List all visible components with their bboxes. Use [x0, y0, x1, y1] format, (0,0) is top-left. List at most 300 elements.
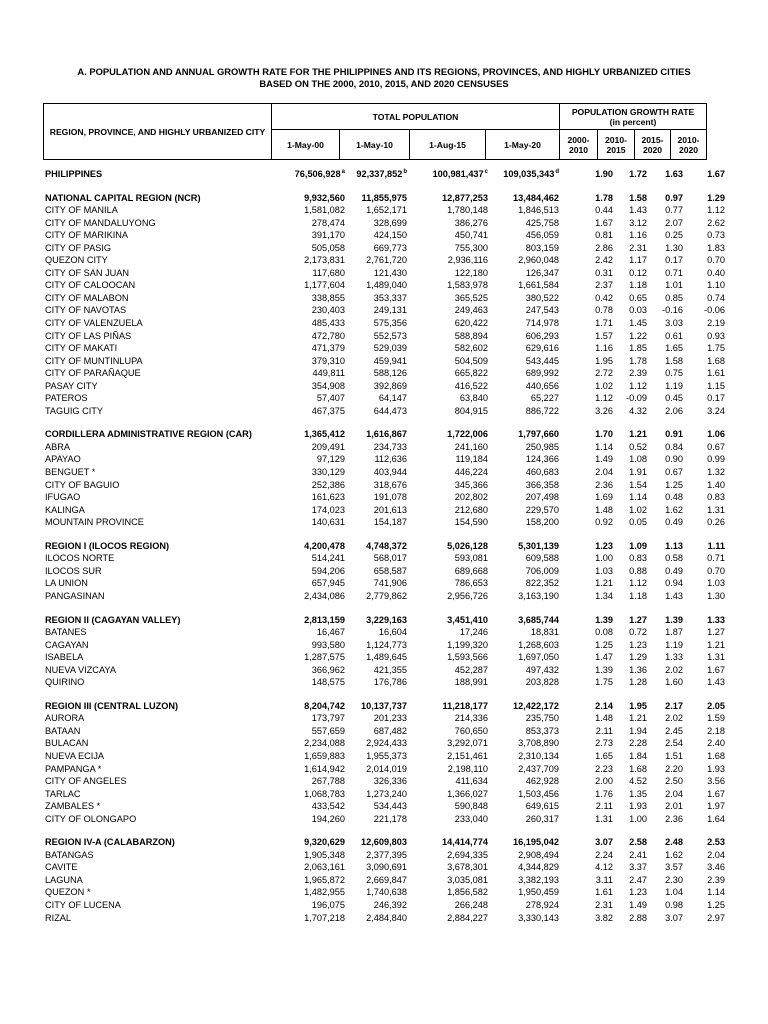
row-name: MOUNTAIN PROVINCE — [45, 517, 144, 528]
growth-rate-cell — [665, 712, 683, 725]
growth-rate-cell — [595, 192, 613, 205]
cell-value: 1.49 — [595, 454, 613, 465]
table-row — [45, 242, 725, 255]
cell-value: 1.78 — [629, 355, 647, 366]
population-cell — [447, 428, 488, 441]
population-cell — [312, 355, 345, 368]
cell-value: 993,580 — [311, 639, 345, 650]
cell-value: 706,009 — [525, 565, 559, 576]
growth-rate-cell — [665, 229, 683, 242]
cell-value: 2,173,831 — [304, 255, 345, 266]
row-name: CITY OF SAN JUAN — [45, 267, 130, 278]
cell-value: 1.45 — [629, 318, 647, 329]
cell-value: 1.22 — [629, 330, 647, 341]
cell-value: 0.74 — [707, 292, 725, 303]
population-cell — [374, 217, 407, 230]
growth-rate-cell — [707, 217, 725, 230]
cell-value: 3.57 — [665, 862, 683, 873]
cell-value: 1.21 — [629, 429, 647, 440]
growth-rate-cell — [665, 788, 683, 801]
growth-rate-cell — [707, 279, 725, 292]
cell-value: 1,366,027 — [447, 788, 488, 799]
cell-value: 1.43 — [665, 590, 683, 601]
population-cell — [312, 725, 345, 738]
cell-value: 1,661,584 — [518, 280, 559, 291]
population-cell — [526, 899, 559, 912]
growth-rate-cell — [629, 639, 647, 652]
population-cell — [374, 516, 407, 529]
cell-value: 467,375 — [311, 405, 345, 416]
cell-value: 606,293 — [525, 330, 559, 341]
period-header — [560, 130, 598, 160]
cell-value: 755,300 — [454, 242, 488, 253]
cell-value: 252,386 — [311, 479, 345, 490]
population-cell — [448, 763, 488, 776]
growth-rate-cell — [707, 886, 725, 899]
growth-rate-cell — [629, 479, 647, 492]
population-cell — [442, 192, 488, 205]
table-row — [45, 737, 725, 750]
cell-value: 1.40 — [707, 479, 725, 490]
population-cell — [312, 229, 345, 242]
growth-rate-cell — [707, 700, 725, 713]
cell-value: 9,320,629 — [304, 837, 345, 848]
population-cell — [374, 676, 407, 689]
cell-value: 1,740,638 — [366, 887, 407, 898]
cell-value: 1.12 — [629, 380, 647, 391]
cell-value: 1,268,603 — [518, 639, 559, 650]
cell-value: 1,707,218 — [304, 912, 345, 923]
population-cell — [513, 836, 559, 849]
growth-rate-cell — [707, 242, 725, 255]
row-name: CITY OF LAS PIÑAS — [45, 330, 132, 341]
population-cell — [374, 342, 407, 355]
cell-value: 345,366 — [454, 479, 488, 490]
cell-value: 202,802 — [454, 492, 488, 503]
table-header — [43, 103, 707, 160]
cell-value: 1.04 — [665, 887, 683, 898]
table-row — [45, 874, 725, 887]
population-cell — [526, 479, 559, 492]
row-name: BENGUET * — [45, 467, 96, 478]
population-cell — [447, 874, 488, 887]
cell-value: 4,200,478 — [304, 540, 345, 551]
region-row — [45, 836, 725, 849]
row-name: ZAMBALES * — [45, 801, 101, 812]
region-row — [45, 192, 725, 205]
cell-value: 1,614,942 — [304, 763, 345, 774]
growth-rate-cell — [665, 899, 683, 912]
cell-value: 2.39 — [707, 874, 725, 885]
cell-value: 1,177,604 — [304, 280, 345, 291]
growth-rate-cell — [595, 737, 613, 750]
growth-rate-cell — [629, 614, 647, 627]
population-cell — [455, 441, 488, 454]
growth-rate-cell — [629, 565, 647, 578]
cell-value: 1.11 — [707, 540, 725, 551]
row-name: REGION IV-A (CALABARZON) — [45, 837, 175, 848]
cell-value: 100,981,437 — [432, 169, 484, 179]
cell-value: 456,059 — [525, 230, 559, 241]
population-cell — [447, 912, 488, 925]
cell-value: 4.12 — [595, 862, 613, 873]
population-cell — [447, 788, 488, 801]
cell-value: 590,848 — [454, 801, 488, 812]
growth-rate-cell — [629, 577, 647, 590]
cell-value: 326,336 — [373, 776, 407, 787]
growth-rate-cell — [665, 267, 683, 280]
population-cell — [447, 651, 488, 664]
population-cell — [460, 392, 488, 405]
cell-value: 1.06 — [707, 429, 725, 440]
growth-rate-cell — [629, 540, 647, 553]
cell-value: 176,786 — [373, 677, 407, 688]
cell-value: 1,068,783 — [304, 788, 345, 799]
population-cell — [312, 800, 345, 813]
row-name: QUEZON CITY — [45, 255, 108, 266]
population-cell — [526, 267, 559, 280]
cell-value: 2,924,433 — [366, 738, 407, 749]
total-population-header: TOTAL POPULATION — [272, 104, 560, 130]
growth-rate-cell — [629, 342, 647, 355]
row-name: PHILIPPINES — [45, 169, 103, 179]
growth-rate-cell — [707, 317, 725, 330]
cell-value: 0.52 — [629, 441, 647, 452]
row-name: QUEZON * — [45, 887, 91, 898]
population-cell — [295, 168, 345, 181]
table-row — [45, 813, 725, 826]
population-cell — [366, 428, 407, 441]
population-cell — [526, 292, 559, 305]
footnote-marker: d — [555, 169, 559, 175]
population-cell — [374, 267, 407, 280]
cell-value: 1.29 — [707, 192, 725, 203]
growth-rate-cell — [707, 552, 725, 565]
population-cell — [455, 217, 488, 230]
cell-value: 472,780 — [311, 330, 345, 341]
population-cell — [312, 342, 345, 355]
cell-value: 57,407 — [316, 393, 345, 404]
cell-value: 1.36 — [629, 664, 647, 675]
cell-value: 0.73 — [707, 230, 725, 241]
growth-rate-cell — [665, 355, 683, 368]
growth-rate-cell — [595, 836, 613, 849]
cell-value: 0.93 — [707, 330, 725, 341]
population-cell — [447, 204, 488, 217]
cell-value: 16,604 — [378, 627, 407, 638]
cell-value: 1.47 — [595, 652, 613, 663]
population-cell — [317, 453, 345, 466]
cell-value: 124,366 — [525, 454, 559, 465]
population-cell — [366, 886, 407, 899]
population-cell — [374, 800, 407, 813]
cell-value: 3.03 — [665, 318, 683, 329]
growth-rate-cell — [707, 330, 725, 343]
row-name: BATANES — [45, 627, 87, 638]
cell-value: 0.94 — [665, 578, 683, 589]
population-cell — [503, 168, 559, 181]
cell-value: 173,797 — [311, 713, 345, 724]
cell-value: 1.90 — [595, 169, 613, 179]
population-cell — [366, 614, 407, 627]
growth-rate-cell — [626, 392, 647, 405]
growth-rate-cell — [629, 664, 647, 677]
cell-value: 11,218,177 — [442, 700, 488, 711]
growth-rate-cell — [629, 849, 647, 862]
cell-value: 196,075 — [311, 899, 345, 910]
table-row — [45, 466, 725, 479]
growth-rate-cell — [665, 242, 683, 255]
document-title — [30, 66, 738, 90]
cell-value: 366,962 — [311, 664, 345, 675]
cell-value: 3,090,691 — [366, 862, 407, 873]
date-header: 1-May-00 — [272, 130, 340, 160]
cell-value: 0.31 — [595, 267, 613, 278]
cell-value: 0.49 — [665, 517, 683, 528]
cell-value: 212,680 — [454, 504, 488, 515]
cell-value: 1,797,660 — [518, 429, 559, 440]
growth-rate-cell — [595, 912, 613, 925]
population-cell — [433, 168, 488, 181]
growth-rate-cell — [595, 504, 613, 517]
population-cell — [526, 453, 559, 466]
cell-value: 266,248 — [454, 899, 488, 910]
growth-rate-cell — [629, 788, 647, 801]
cell-value: 12,609,803 — [361, 837, 407, 848]
cell-value: 161,623 — [311, 492, 345, 503]
cell-value: 241,160 — [454, 441, 488, 452]
population-cell — [455, 491, 488, 504]
table-row — [45, 229, 725, 242]
growth-rate-cell — [707, 614, 725, 627]
cell-value: 1,287,575 — [304, 652, 345, 663]
cell-value: 3,035,081 — [447, 874, 488, 885]
table-row — [45, 491, 725, 504]
population-cell — [447, 849, 488, 862]
growth-rate-cell — [665, 552, 683, 565]
cell-value: 1.12 — [629, 578, 647, 589]
population-cell — [526, 217, 559, 230]
cell-value: 1.15 — [707, 380, 725, 391]
cell-value: 1.39 — [665, 614, 683, 625]
population-cell — [304, 651, 345, 664]
growth-rate-cell — [665, 317, 683, 330]
period-start: 2000- — [567, 134, 590, 145]
cell-value: 0.58 — [665, 553, 683, 564]
population-cell — [312, 813, 345, 826]
cell-value: 1.17 — [629, 255, 647, 266]
cell-value: 0.48 — [665, 492, 683, 503]
growth-rate-cell — [665, 725, 683, 738]
cell-value: 1.58 — [629, 192, 647, 203]
cell-value: 366,358 — [525, 479, 559, 490]
cell-value: 3.46 — [707, 862, 725, 873]
growth-rate-cell — [707, 763, 725, 776]
population-cell — [447, 737, 488, 750]
population-cell — [312, 775, 345, 788]
cell-value: 0.40 — [707, 267, 725, 278]
cell-value: 2,234,088 — [304, 738, 345, 749]
cell-value: 1,955,373 — [366, 750, 407, 761]
population-cell — [312, 639, 345, 652]
cell-value: 3,330,143 — [518, 912, 559, 923]
population-cell — [312, 516, 345, 529]
population-cell — [366, 788, 407, 801]
growth-rate-cell — [665, 849, 683, 862]
growth-rate-cell — [629, 712, 647, 725]
population-cell — [526, 800, 559, 813]
cell-value: 65,227 — [530, 393, 559, 404]
population-cell — [455, 229, 488, 242]
cell-value: 2.42 — [595, 255, 613, 266]
population-cell — [518, 590, 559, 603]
growth-rate-cell — [595, 441, 613, 454]
growth-rate-cell — [665, 614, 683, 627]
cell-value: 1.76 — [595, 788, 613, 799]
population-cell — [312, 292, 345, 305]
cell-value: 1.16 — [629, 230, 647, 241]
population-cell — [304, 700, 345, 713]
population-cell — [312, 330, 345, 343]
population-cell — [455, 267, 488, 280]
cell-value: 0.72 — [629, 627, 647, 638]
population-cell — [455, 775, 488, 788]
growth-rate-cell — [707, 590, 725, 603]
cell-value: 446,224 — [454, 467, 488, 478]
cell-value: 249,131 — [373, 305, 407, 316]
cell-value: 1.68 — [707, 355, 725, 366]
period-start: 2010- — [605, 134, 627, 145]
cell-value: 1.54 — [629, 479, 647, 490]
cell-value: 17,246 — [459, 627, 488, 638]
cell-value: 338,855 — [311, 292, 345, 303]
cell-value: 0.61 — [665, 330, 683, 341]
cell-value: 2.45 — [665, 725, 683, 736]
cell-value: 2,063,161 — [304, 862, 345, 873]
row-name: CITY OF MANDALUYONG — [45, 217, 156, 228]
cell-value: 1,722,006 — [447, 429, 488, 440]
growth-rate-cell — [629, 254, 647, 267]
table-row — [45, 763, 725, 776]
row-name: PATEROS — [45, 393, 88, 404]
cell-value: 109,035,343 — [503, 169, 555, 179]
population-cell — [526, 775, 559, 788]
growth-rate-cell — [629, 192, 647, 205]
population-cell — [455, 330, 488, 343]
footnote-marker: a — [341, 169, 345, 175]
population-cell — [455, 242, 488, 255]
growth-rate-cell — [595, 590, 613, 603]
population-cell — [455, 355, 488, 368]
cell-value: 2.04 — [595, 467, 613, 478]
population-cell — [362, 192, 407, 205]
cell-value: 1,489,040 — [366, 280, 407, 291]
growth-rate-cell — [629, 466, 647, 479]
row-name: CITY OF PARAÑAQUE — [45, 368, 141, 379]
cell-value: 1.59 — [707, 713, 725, 724]
growth-rate-cell — [629, 590, 647, 603]
population-cell — [455, 899, 488, 912]
cell-value: 16,195,042 — [513, 837, 559, 848]
population-cell — [312, 899, 345, 912]
cell-value: 0.84 — [665, 441, 683, 452]
cell-value: 0.67 — [707, 441, 725, 452]
population-cell — [526, 466, 559, 479]
cell-value: 267,788 — [311, 776, 345, 787]
cell-value: 1.19 — [665, 380, 683, 391]
cell-value: 629,616 — [525, 343, 559, 354]
cell-value: 1.43 — [707, 677, 725, 688]
growth-rate-cell — [596, 725, 613, 738]
cell-value: 1,652,171 — [366, 205, 407, 216]
growth-rate-cell — [665, 168, 683, 181]
table-row — [45, 552, 725, 565]
period-header — [598, 130, 635, 160]
population-cell — [455, 342, 488, 355]
row-name: CITY OF LUCENA — [45, 899, 121, 910]
cell-value: 649,615 — [525, 801, 559, 812]
growth-rate-cell — [707, 861, 725, 874]
table-row — [45, 355, 725, 368]
cell-value: 886,722 — [525, 405, 559, 416]
table-row — [45, 912, 725, 925]
population-cell — [366, 254, 407, 267]
growth-rate-cell — [595, 849, 613, 862]
cell-value: 2.47 — [629, 874, 647, 885]
growth-rate-cell — [707, 453, 725, 466]
population-cell — [374, 242, 407, 255]
population-cell — [455, 317, 488, 330]
cell-value: 1.31 — [595, 813, 613, 824]
cell-value: 2,694,335 — [447, 849, 488, 860]
growth-rate-cell — [629, 304, 647, 317]
period-end: 2020 — [678, 144, 699, 155]
cell-value: 1.75 — [707, 343, 725, 354]
row-name: REGION III (CENTRAL LUZON) — [45, 700, 179, 711]
population-cell — [366, 737, 407, 750]
cell-value: 2.53 — [707, 837, 725, 848]
cell-value: 0.71 — [665, 267, 683, 278]
growth-rate-cell — [629, 516, 647, 529]
growth-rate-cell — [595, 355, 613, 368]
cell-value: 1.87 — [665, 627, 683, 638]
cell-value: 330,129 — [311, 467, 345, 478]
population-cell — [447, 590, 488, 603]
table-row — [45, 217, 725, 230]
cell-value: 3.07 — [595, 837, 613, 848]
population-cell — [361, 836, 407, 849]
cell-value: 1.02 — [595, 380, 613, 391]
period-end: 2020 — [642, 144, 663, 155]
table-row — [45, 886, 725, 899]
population-cell — [356, 168, 407, 181]
population-cell — [374, 491, 407, 504]
row-name: NUEVA ECIJA — [45, 750, 105, 761]
cell-value: 1.21 — [629, 713, 647, 724]
population-cell — [455, 725, 488, 738]
cell-value: 2.01 — [665, 801, 683, 812]
cell-value: 1.72 — [629, 169, 647, 179]
cell-value: 1.21 — [595, 578, 613, 589]
cell-value: 365,525 — [454, 292, 488, 303]
cell-value: 1.69 — [595, 492, 613, 503]
cell-value: 786,653 — [454, 578, 488, 589]
row-name: CITY OF VALENZUELA — [45, 318, 143, 329]
growth-rate-cell — [665, 504, 683, 517]
growth-rate-cell — [596, 874, 613, 887]
period-start: 2015- — [641, 134, 664, 145]
growth-rate-title: POPULATION GROWTH RATE — [571, 106, 695, 117]
